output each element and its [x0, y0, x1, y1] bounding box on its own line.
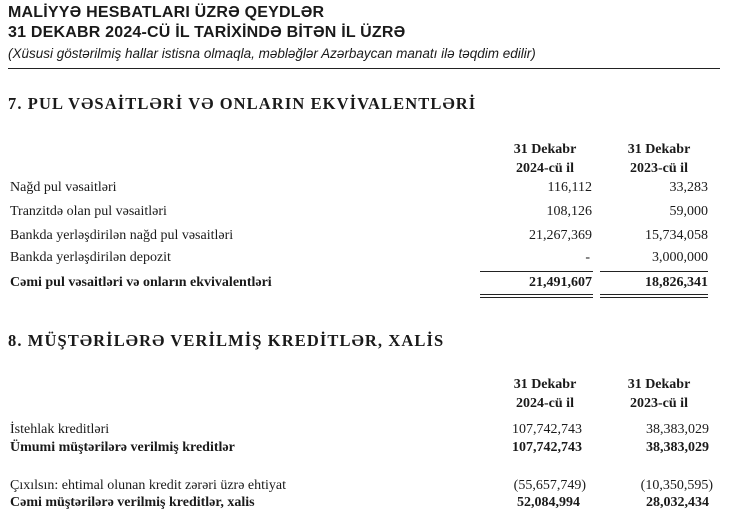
s8-allowance-value-2023: (10,350,595): [640, 478, 713, 493]
s7-row-value-2023: 3,000,000: [652, 250, 708, 265]
s7-row-value-2023: 59,000: [669, 204, 708, 219]
s7-row-value-2024: 116,112: [547, 180, 592, 195]
s8-row-value-2024: 107,742,743: [512, 422, 582, 437]
s7-total-label: Cəmi pul vəsaitləri və onların ekvivalentləri: [10, 275, 272, 290]
s7-subtotal-rule-2024: [480, 271, 593, 272]
s8-allowance-label: Çıxılsın: ehtimal olunan kredit zərəri üzrə ehtiyat: [10, 478, 287, 493]
header-divider: [8, 68, 720, 69]
s7-row-value-2023: 15,734,058: [645, 228, 708, 243]
s7-row-value-2024: 21,267,369: [529, 228, 592, 243]
s7-row-label: Bankda yerləşdirilən nağd pul vəsaitləri: [10, 228, 234, 243]
s7-total-rule-2024: [480, 294, 593, 295]
s7-col-2024-header: 31 Dekabr 2024-cü il: [513, 142, 577, 176]
s7-row-value-2024: 108,126: [546, 204, 592, 219]
report-note: (Xüsusi göstərilmiş hallar istisna olmaqla, məbləğlər Azərbaycan manatı ilə təqdim edilir): [8, 46, 536, 61]
s8-total-label: Cəmi müştərilərə verilmiş kreditlər, xalis: [10, 495, 255, 510]
s8-row-value-2023: 38,383,029: [646, 422, 709, 437]
s7-total-rule-2023: [600, 294, 708, 295]
s7-total-double-rule-2023: [600, 297, 708, 298]
s8-subtotal-label: Ümumi müştərilərə verilmiş kreditlər: [10, 440, 235, 455]
s7-total-value-2024: 21,491,607: [529, 275, 592, 290]
report-title: MALİYYƏ HESBATLARI ÜZRƏ QEYDLƏR: [8, 4, 325, 21]
s7-row-label: Bankda yerləşdirilən depozit: [10, 250, 171, 265]
s8-subtotal-value-2023: 38,383,029: [646, 440, 709, 455]
s7-row-label: Tranzitdə olan pul vəsaitləri: [10, 204, 167, 219]
report-period: 31 DEKABR 2024-CÜ İL TARİXİNDƏ BİTƏN İL ÜZRƏ: [8, 24, 406, 41]
s7-row-value-2023: 33,283: [669, 180, 708, 195]
section-7-title: 7. PUL VƏSAİTLƏRİ VƏ ONLARIN EKVİVALENTLƏRİ: [8, 94, 477, 113]
s8-allowance-value-2024: (55,657,749): [513, 478, 586, 493]
s8-col-2024-header: 31 Dekabr 2024-cü il: [513, 377, 577, 411]
s8-total-value-2024: 52,084,994: [517, 495, 580, 510]
s8-total-value-2023: 28,032,434: [646, 495, 709, 510]
s7-total-value-2023: 18,826,341: [645, 275, 708, 290]
s8-col-2023-header: 31 Dekabr 2023-cü il: [627, 377, 691, 411]
s8-row-label: İstehlak kreditləri: [10, 422, 110, 437]
s7-col-2023-header: 31 Dekabr 2023-cü il: [627, 142, 691, 176]
section-8-title: 8. MÜŞTƏRİLƏRƏ VERİLMİŞ KREDİTLƏR, XALİS: [8, 331, 445, 350]
s7-row-value-2024: -: [585, 250, 590, 265]
s8-subtotal-value-2024: 107,742,743: [512, 440, 582, 455]
s7-total-double-rule-2024: [480, 297, 593, 298]
s7-row-label: Nağd pul vəsaitləri: [10, 180, 117, 195]
s7-subtotal-rule-2023: [600, 271, 708, 272]
